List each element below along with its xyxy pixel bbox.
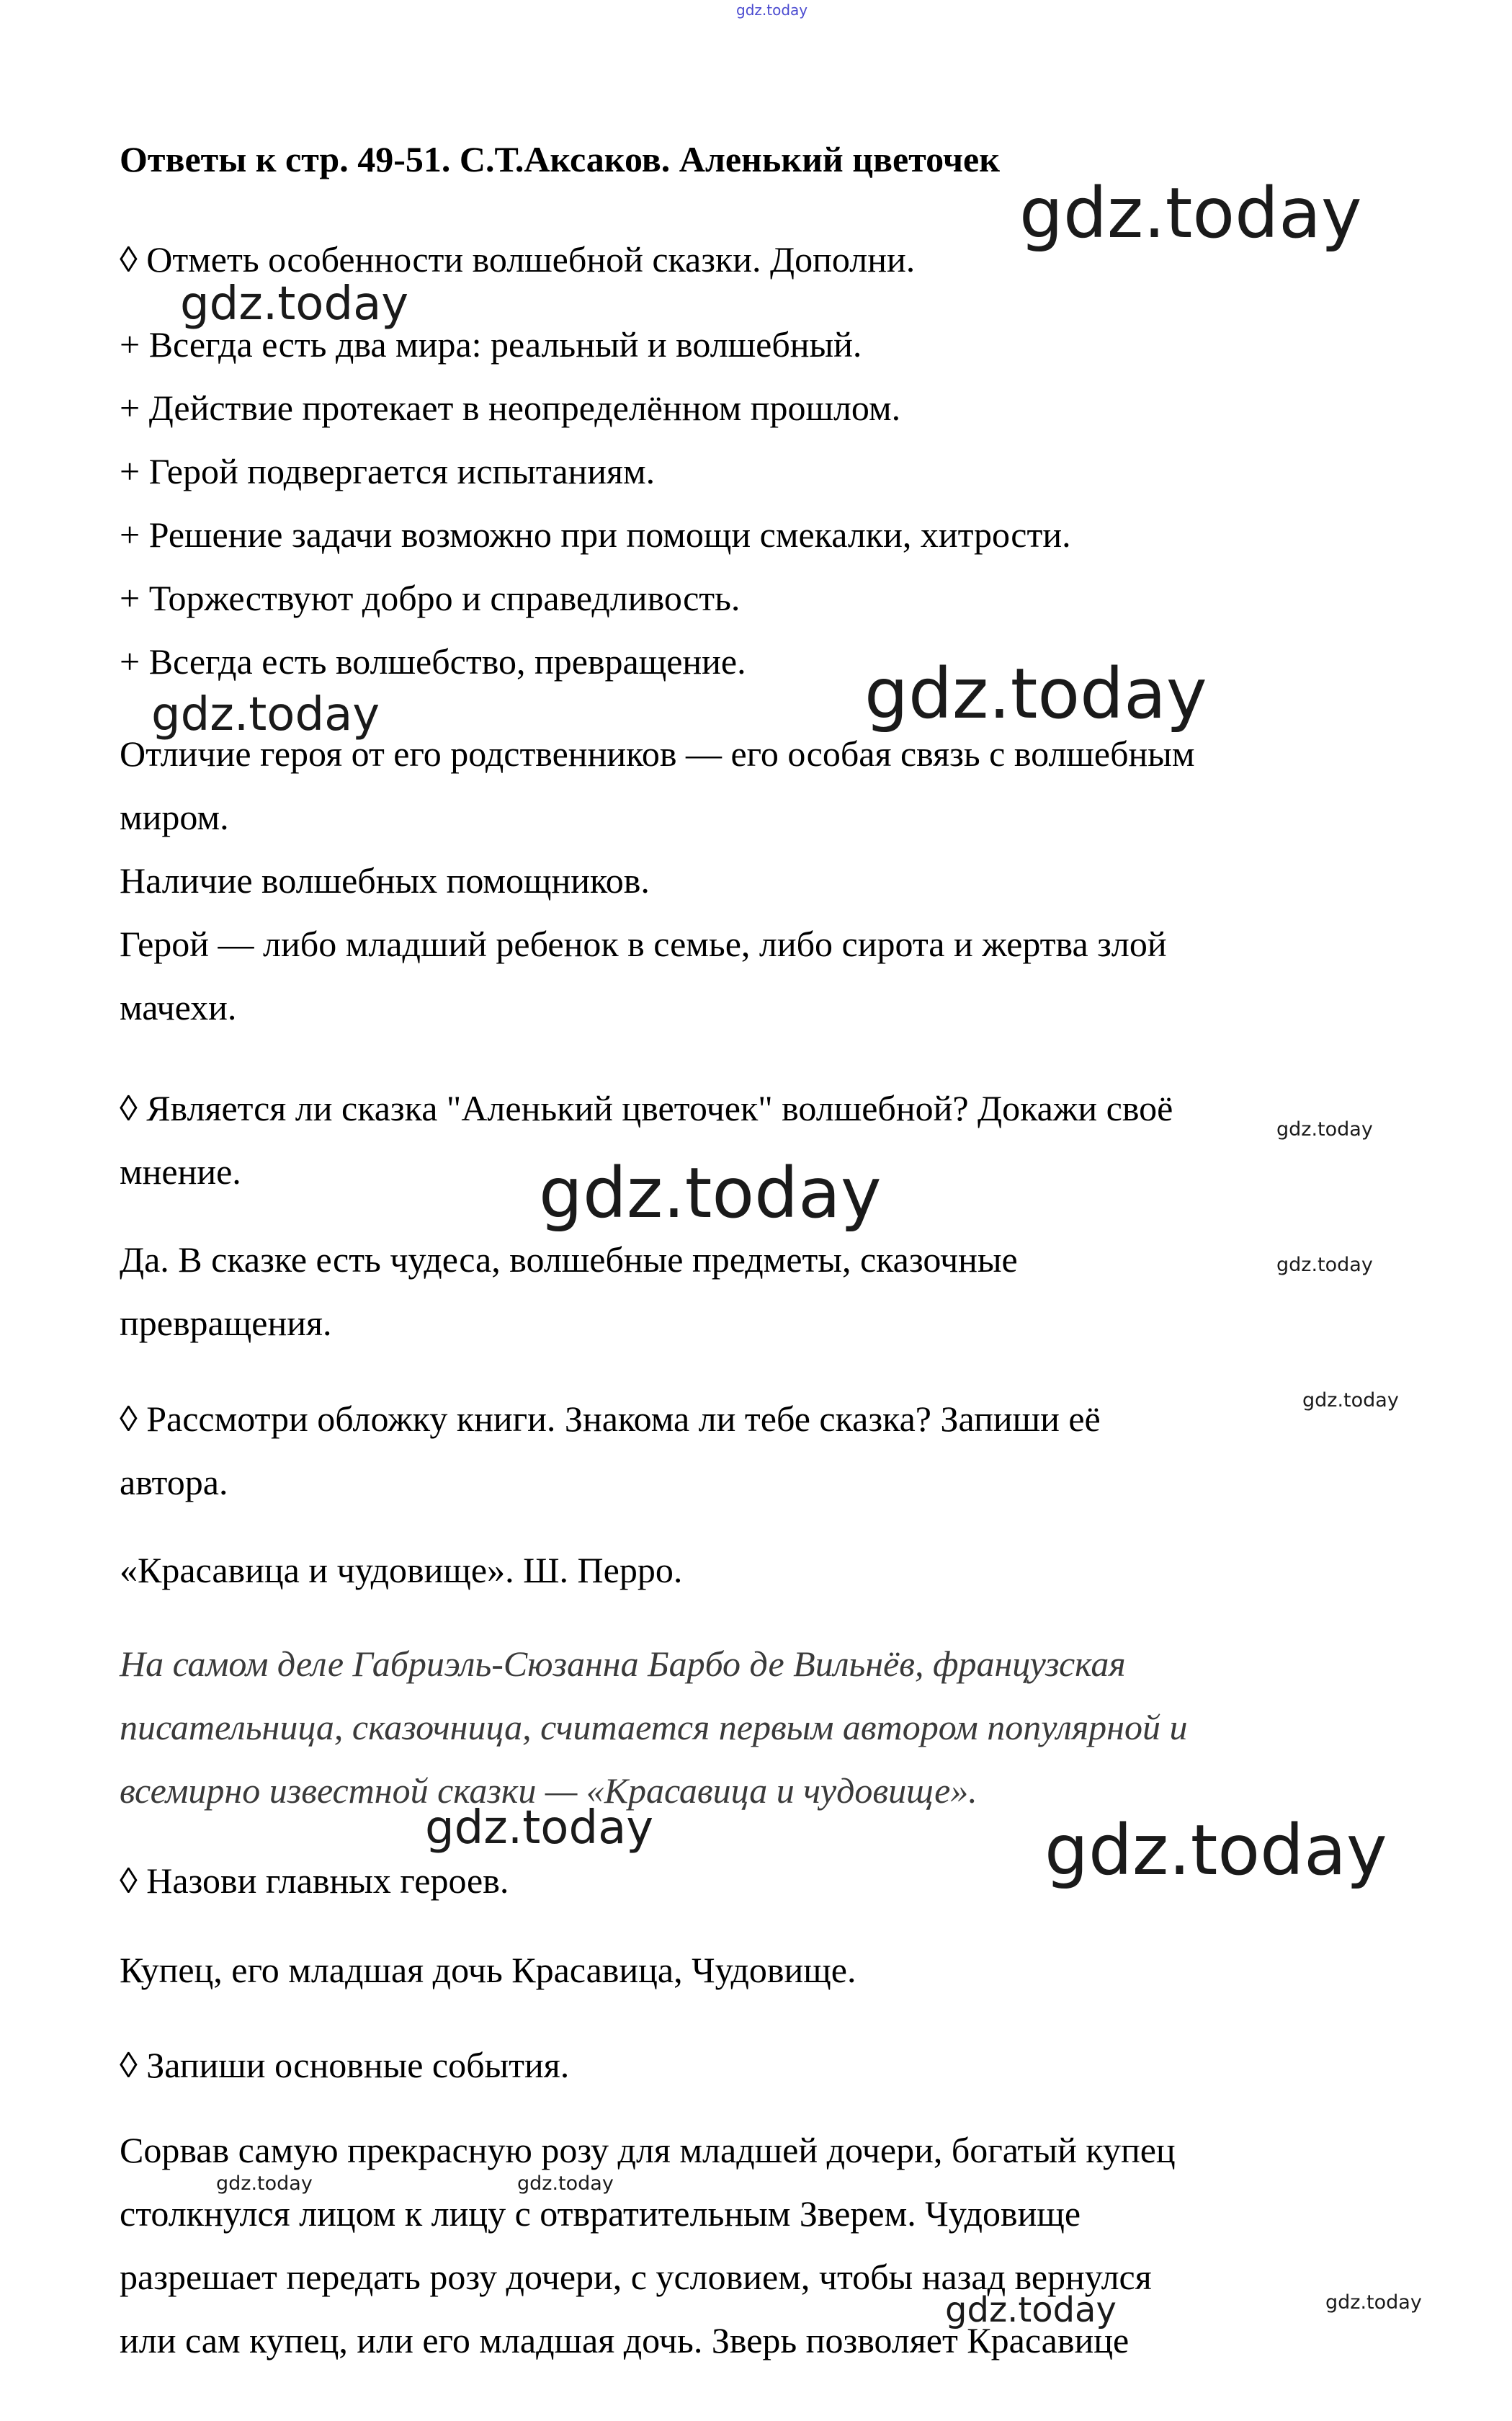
answer-line: Сорвав самую прекрасную розу для младшей дочери, богатый купец: [120, 2130, 1176, 2170]
note-line: На самом деле Габриэль-Сюзанна Барбо де Вильнёв, французская: [120, 1644, 1126, 1684]
watermark: gdz.today: [216, 2172, 313, 2195]
watermark: gdz.today: [425, 1801, 654, 1855]
watermark: gdz.today: [945, 2290, 1117, 2330]
answer-line: + Всегда есть два мира: реальный и волшебный.: [120, 324, 862, 365]
answer-line: + Действие протекает в неопределённом прошлом.: [120, 388, 901, 428]
answer-line: Герой — либо младший ребенок в семье, либо сирота и жертва злой: [120, 924, 1167, 964]
answer-line: + Герой подвергается испытаниям.: [120, 451, 656, 491]
question-1: ◊ Отметь особенности волшебной сказки. Дополни.: [120, 239, 916, 280]
watermark: gdz.today: [180, 277, 409, 331]
watermark: gdz.today: [539, 1153, 882, 1234]
answer-line: Да. В сказке есть чудеса, волшебные предметы, сказочные: [120, 1239, 1018, 1280]
answer-line: превращения.: [120, 1303, 332, 1343]
watermark: gdz.today: [151, 688, 380, 741]
watermark: gdz.today: [1302, 1389, 1399, 1412]
answer-line: + Торжествуют добро и справедливость.: [120, 578, 741, 618]
page-title: Ответы к стр. 49-51. С.Т.Аксаков. Аленький цветочек: [120, 139, 1001, 179]
answer-line: «Красавица и чудовище». Ш. Перро.: [120, 1550, 683, 1590]
answer-line: Наличие волшебных помощников.: [120, 860, 650, 901]
question-2-cont: мнение.: [120, 1151, 241, 1192]
header-watermark: gdz.today: [736, 1, 808, 19]
question-2: ◊ Является ли сказка "Аленький цветочек" волшебной? Докажи своё: [120, 1088, 1173, 1128]
watermark: gdz.today: [1325, 2291, 1422, 2314]
note-line: писательница, сказочница, считается первым автором популярной и: [120, 1707, 1188, 1747]
question-4: ◊ Назови главных героев.: [120, 1860, 509, 1901]
watermark: gdz.today: [1276, 1254, 1373, 1276]
note-line: всемирно известной сказки — «Красавица и чудовище».: [120, 1770, 978, 1811]
answer-line: мачехи.: [120, 987, 237, 1027]
answer-line: столкнулся лицом к лицу с отвратительным Зверем. Чудовище: [120, 2193, 1081, 2234]
watermark: gdz.today: [1019, 173, 1362, 254]
watermark: gdz.today: [864, 654, 1207, 734]
answer-line: разрешает передать розу дочери, с условием, чтобы назад вернулся: [120, 2257, 1152, 2297]
watermark: gdz.today: [1044, 1810, 1387, 1891]
question-3-cont: автора.: [120, 1462, 228, 1502]
watermark: gdz.today: [517, 2172, 614, 2195]
answer-line: или сам купец, или его младшая дочь. Зверь позволяет Красавице: [120, 2320, 1129, 2360]
answer-line: + Всегда есть волшебство, превращение.: [120, 641, 746, 682]
answer-line: миром.: [120, 797, 229, 837]
answer-line: Купец, его младшая дочь Красавица, Чудовище.: [120, 1950, 856, 1990]
answer-line: Отличие героя от его родственников — его особая связь с волшебным: [120, 734, 1195, 774]
answer-line: + Решение задачи возможно при помощи смекалки, хитрости.: [120, 514, 1071, 555]
question-5: ◊ Запиши основные события.: [120, 2045, 570, 2085]
question-3: ◊ Рассмотри обложку книги. Знакома ли тебе сказка? Запиши её: [120, 1399, 1101, 1439]
watermark: gdz.today: [1276, 1118, 1373, 1141]
